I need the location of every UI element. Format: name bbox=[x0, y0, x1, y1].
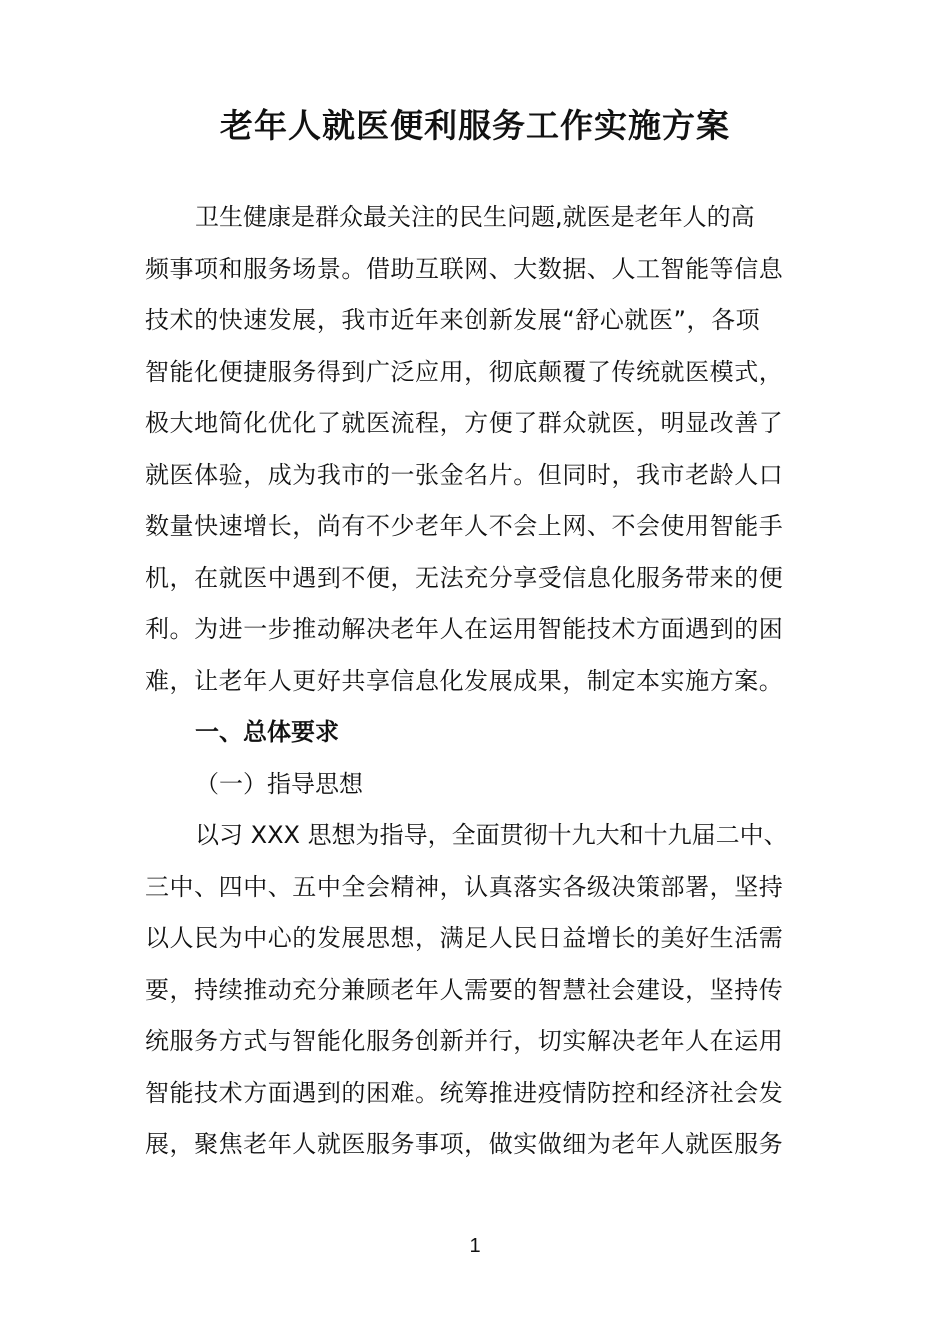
paragraph-line: 数量快速增长，尚有不少老年人不会上网、不会使用智能手 bbox=[145, 512, 784, 540]
paragraph-line: 技术的快速发展，我市近年来创新发展“舒心就医”，各项 bbox=[145, 306, 761, 334]
paragraph-line: 智能技术方面遇到的困难。统筹推进疫情防控和经济社会发 bbox=[145, 1078, 784, 1107]
paragraph-line: 要，持续推动充分兼顾老年人需要的智慧社会建设，坚持传 bbox=[145, 975, 784, 1004]
paragraph-line: 就医体验，成为我市的一张金名片。但同时，我市老龄人口 bbox=[145, 460, 784, 489]
paragraph-line: 统服务方式与智能化服务创新并行，切实解决老年人在运用 bbox=[145, 1027, 784, 1055]
paragraph-line: 以习 XXX 思想为指导，全面贯彻十九大和十九届二中、 bbox=[195, 821, 788, 849]
paragraph-line: 三中、四中、五中全会精神，认真落实各级决策部署，坚持 bbox=[145, 872, 784, 901]
paragraph-line: 智能化便捷服务得到广泛应用，彻底颠覆了传统就医模式， bbox=[145, 357, 784, 386]
page-number: 1 bbox=[469, 1235, 481, 1257]
document-title: 老年人就医便利服务工作实施方案 bbox=[220, 106, 730, 145]
document-body bbox=[145, 192, 815, 1171]
paragraph-line: 以人民为中心的发展思想，满足人民日益增长的美好生活需 bbox=[145, 924, 784, 952]
paragraph-line: 机，在就医中遇到不便，无法充分享受信息化服务带来的便 bbox=[145, 563, 784, 592]
paragraph-line: 极大地简化优化了就医流程，方便了群众就医，明显改善了 bbox=[145, 409, 784, 437]
paragraph-line: 利。为进一步推动解决老年人在运用智能技术方面遇到的困 bbox=[145, 615, 784, 643]
paragraph-line: 展，聚焦老年人就医服务事项，做实做细为老年人就医服务 bbox=[145, 1130, 784, 1158]
subsection-heading: （一）指导思想 bbox=[195, 769, 363, 798]
paragraph-line: 难，让老年人更好共享信息化发展成果，制定本实施方案。 bbox=[145, 666, 784, 695]
section-heading: 一、总体要求 bbox=[195, 718, 339, 746]
paragraph-line: 卫生健康是群众最关注的民生问题,就医是老年人的高 bbox=[195, 203, 755, 231]
paragraph-line: 频事项和服务场景。借助互联网、大数据、人工智能等信息 bbox=[145, 254, 784, 283]
